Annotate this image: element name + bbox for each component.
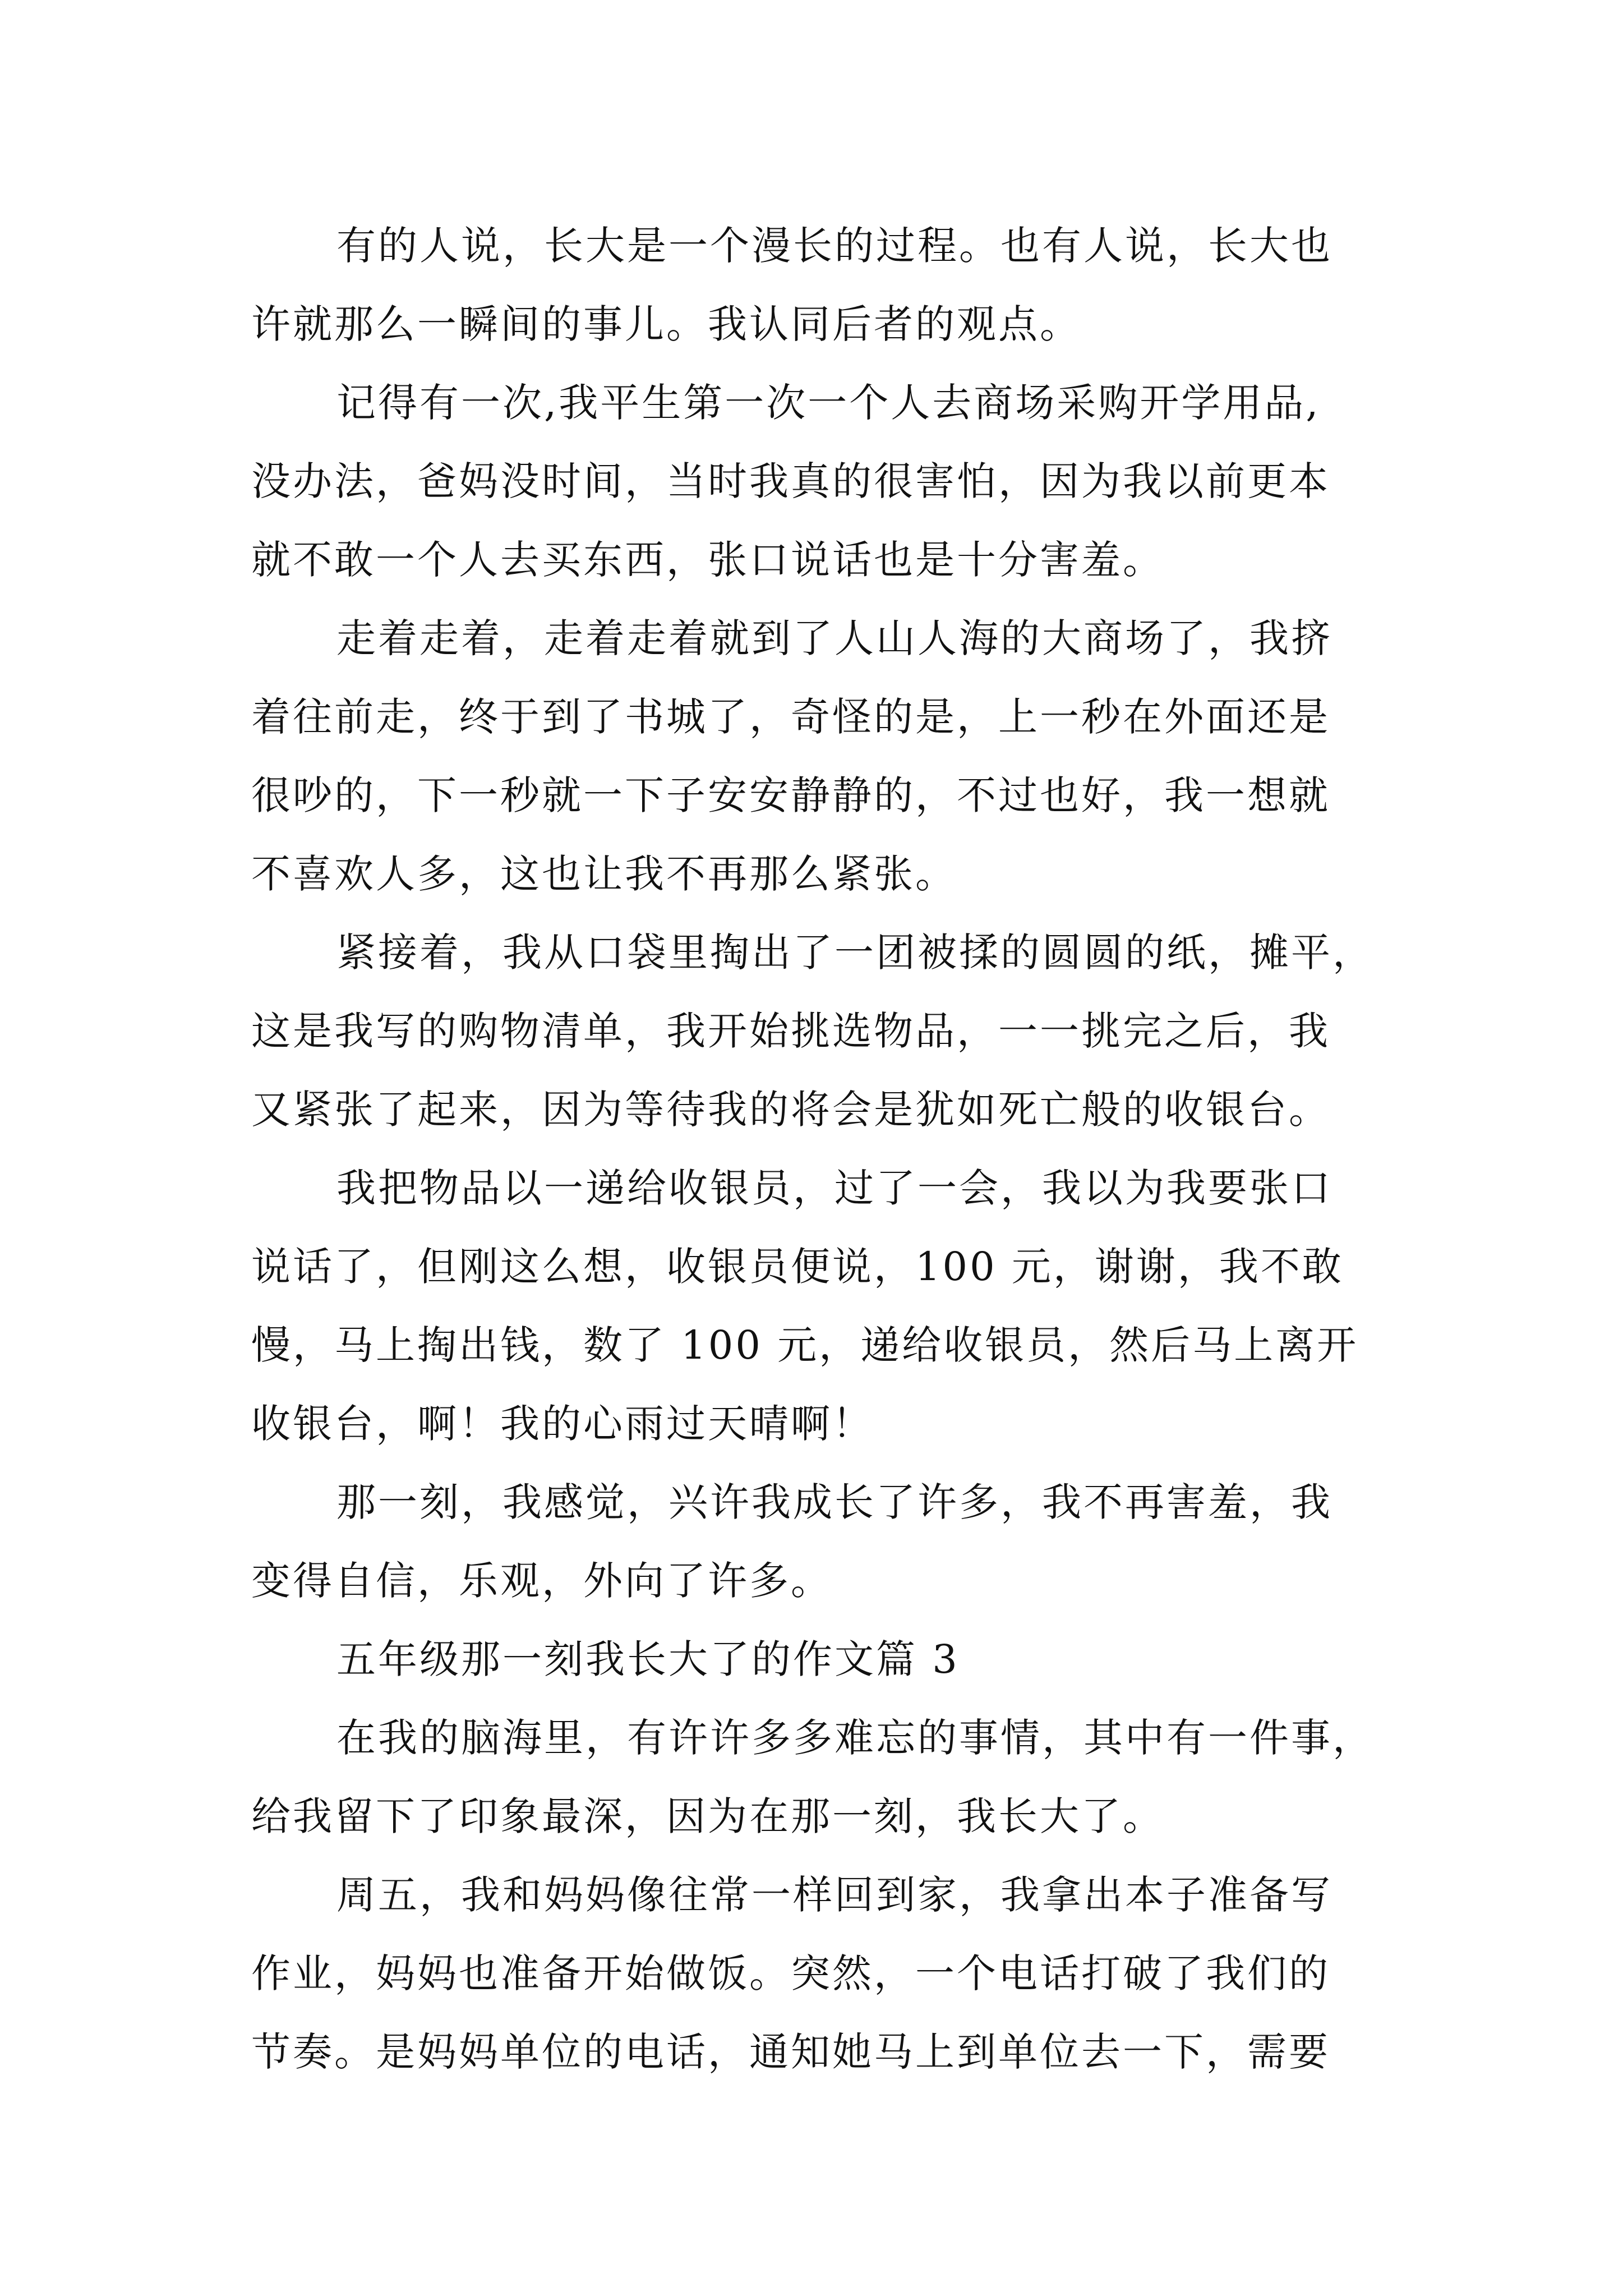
- text-line: 紧接着，我从口袋里掏出了一团被揉的圆圆的纸，摊平，: [336, 930, 1374, 976]
- text-line: 节奏。是妈妈单位的电话，通知她马上到单位去一下，需要: [251, 2029, 1330, 2075]
- text-line: 又紧张了起来，因为等待我的将会是犹如死亡般的收银台。: [251, 1087, 1330, 1133]
- text-line: 不喜欢人多，这也让我不再那么紧张。: [251, 851, 957, 897]
- section-heading: 五年级那一刻我长大了的作文篇 3: [336, 1636, 960, 1682]
- text-line: 走着走着，走着走着就到了人山人海的大商场了，我挤: [336, 615, 1332, 661]
- text-line: 有的人说，长大是一个漫长的过程。也有人说，长大也: [336, 223, 1332, 269]
- text-line: 说话了，但刚这么想，收银员便说，100 元，谢谢，我不敢: [251, 1244, 1344, 1290]
- text-line: 许就那么一瞬间的事儿。我认同后者的观点。: [251, 301, 1081, 347]
- text-line: 变得自信，乐观，外向了许多。: [251, 1558, 832, 1604]
- text-line: 记得有一次,我平生第一次一个人去商场采购开学用品,: [336, 380, 1321, 426]
- text-line: 作业，妈妈也准备开始做饭。突然，一个电话打破了我们的: [251, 1950, 1330, 1996]
- text-line: 没办法，爸妈没时间，当时我真的很害怕，因为我以前更本: [251, 458, 1330, 504]
- text-line: 我把物品以一递给收银员，过了一会，我以为我要张口: [336, 1165, 1332, 1211]
- text-line: 慢，马上掏出钱，数了 100 元，递给收银员，然后马上离开: [251, 1322, 1359, 1368]
- text-line: 这是我写的购物清单，我开始挑选物品，一一挑完之后，我: [251, 1008, 1330, 1054]
- text-line: 周五，我和妈妈像往常一样回到家，我拿出本子准备写: [336, 1872, 1332, 1918]
- text-line: 很吵的，下一秒就一下子安安静静的，不过也好，我一想就: [251, 772, 1330, 818]
- text-line: 在我的脑海里，有许许多多难忘的事情，其中有一件事，: [336, 1715, 1374, 1761]
- text-line: 给我留下了印象最深，因为在那一刻，我长大了。: [251, 1793, 1164, 1839]
- text-line: 收银台，啊！我的心雨过天晴啊！: [251, 1401, 874, 1447]
- text-line: 那一刻，我感觉，兴许我成长了许多，我不再害羞，我: [336, 1479, 1332, 1525]
- text-line: 就不敢一个人去买东西，张口说话也是十分害羞。: [251, 537, 1164, 583]
- text-line: 着往前走，终于到了书城了，奇怪的是，上一秒在外面还是: [251, 694, 1330, 740]
